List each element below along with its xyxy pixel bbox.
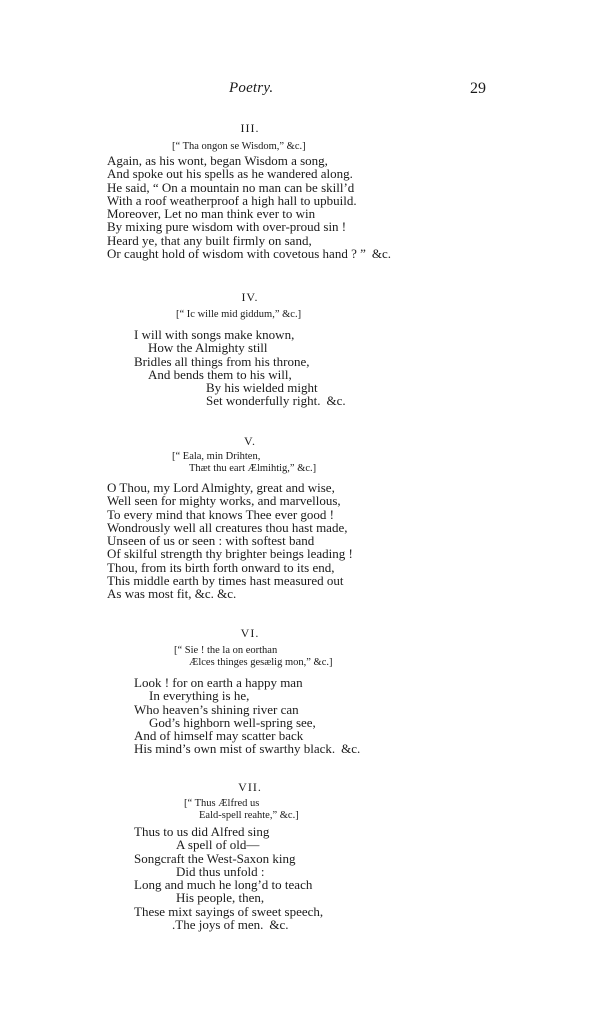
verse-line: Long and much he long’d to teach [134,877,313,893]
section-numeral: VI. [240,626,260,640]
verse-line: His mind’s own mist of swarthy black. &c. [134,741,361,757]
verse-line: How the Almighty still [148,340,268,356]
incipit [174,645,332,669]
etc-mark: &c. [269,917,289,933]
verse-line: Moreover, Let no man think ever to win [107,206,316,222]
incipit-line: [“ Eala, min Drihten, [172,451,261,462]
section-numeral: V. [243,434,257,448]
verse-line: Look ! for on earth a happy man [134,675,303,690]
verse-line: Again, as his wont, began Wisdom a song, [107,153,328,168]
verse-line: And bends them to his will, [148,366,292,382]
incipit-line: [“ Sie ! the la on eorthan [174,645,278,656]
incipit-line: Eald-spell reahte,” &c.] [199,810,299,821]
verse-line: This middle earth by times hast measured out [107,573,344,589]
verse-line: In everything is he, [149,688,250,704]
verse-line: Set wonderfully right. &c. [206,393,346,409]
incipit [172,451,316,475]
verse-line: Thou, from its birth forth onward to its end, [107,559,335,575]
page-number: 29 [470,80,486,97]
verse-line: He said, “ On a mountain no man can be skill’d [107,179,355,195]
incipit-line: [“ Tha ongon se Wisdom,” &c.] [172,141,306,152]
verse-line: Songcraft the West-Saxon king [134,850,296,866]
verse-line: As was most fit, &c. &c. [107,586,237,602]
verse-line: Bridles all things from his throne, [134,353,310,369]
verse-line: I will with songs make known, [134,327,295,342]
verse-line: These mixt sayings of sweet speech, [134,903,324,919]
verse-line: To every mind that knows Thee ever good ! [107,506,335,522]
verse-line: A spell of old— [176,837,260,853]
verse-line: With a roof weatherproof a high hall to upbuild. [107,192,357,208]
incipit-line: Ælces thinges gesælig mon,” &c.] [189,657,333,668]
verse-line: Heard ye, that any built firmly on sand, [107,232,312,248]
verse-line: Wondrously well all creatures thou hast made, [107,519,348,535]
verse-line: And spoke out his spells as he wandered along. [107,166,353,182]
incipit-line: [“ Ic wille mid giddum,” &c.] [176,309,302,320]
verse [134,676,360,756]
verse-line: Of skilful strength thy brighter beings leading ! [107,546,353,562]
section-numeral: III. [240,121,260,135]
verse-line: By his wielded might [206,380,318,396]
running-title: Poetry. [229,80,274,96]
verse-line: O Thou, my Lord Almighty, great and wise, [107,480,335,495]
verse [134,825,323,931]
verse-line: Or caught hold of wisdom with covetous hand ? ” &c. [107,246,392,262]
etc-mark: &c. [326,393,346,409]
verse-line: .The joys of men. &c. [172,917,289,933]
incipit-line: Thæt thu eart Ælmihtig,” &c.] [189,463,317,474]
section-numeral: IV. [241,290,259,304]
verse [134,328,346,408]
etc-mark: &c. [371,246,392,262]
section-numeral: VII. [238,780,262,794]
incipit [184,798,299,822]
incipit [172,141,306,153]
verse-line: Well seen for mighty works, and marvellous, [107,493,341,509]
verse [107,154,391,260]
verse-line: Thus to us did Alfred sing [134,824,270,839]
verse-line: His people, then, [176,890,265,906]
verse-line: By mixing pure wisdom with over-proud sin ! [107,219,347,235]
incipit [176,309,301,321]
verse-line: Unseen of us or seen : with softest band [107,533,315,549]
etc-mark: &c. [341,741,361,757]
running-head [0,80,603,102]
verse-line: Did thus unfold : [176,863,265,879]
verse-line: And of himself may scatter back [134,728,304,744]
verse [107,481,353,601]
incipit-line: [“ Thus Ælfred us [184,798,260,809]
verse-line: God’s highborn well-spring see, [149,714,316,730]
verse-line: Who heaven’s shining river can [134,701,299,717]
